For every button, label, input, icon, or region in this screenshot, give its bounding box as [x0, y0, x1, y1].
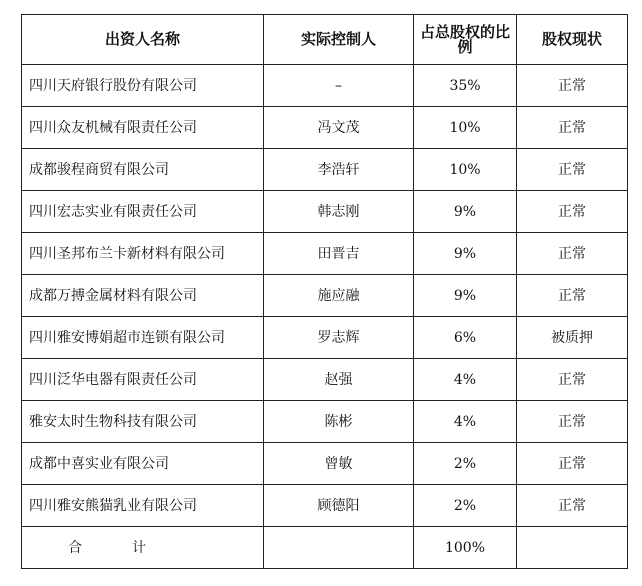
- investor-name: 雅安太时生物科技有限公司: [22, 401, 264, 443]
- header-investor-name: 出资人名称: [22, 15, 264, 65]
- table-row: [22, 149, 628, 191]
- share-ratio: 6%: [414, 317, 517, 359]
- actual-controller: 赵强: [264, 359, 414, 401]
- total-ratio: 100%: [414, 527, 517, 569]
- table-row: [22, 401, 628, 443]
- actual-controller: 冯文茂: [264, 107, 414, 149]
- shareholder-table: [21, 14, 628, 569]
- equity-status: 被质押: [517, 317, 628, 359]
- share-ratio: 2%: [414, 485, 517, 527]
- total-status: [517, 527, 628, 569]
- actual-controller: 施应融: [264, 275, 414, 317]
- equity-status: 正常: [517, 443, 628, 485]
- equity-status: 正常: [517, 65, 628, 107]
- actual-controller: 韩志刚: [264, 191, 414, 233]
- share-ratio: 10%: [414, 107, 517, 149]
- table-header-row: [22, 15, 628, 65]
- actual-controller: 田晋吉: [264, 233, 414, 275]
- investor-name: 四川天府银行股份有限公司: [22, 65, 264, 107]
- investor-name: 成都中喜实业有限公司: [22, 443, 264, 485]
- total-row: [22, 527, 628, 569]
- table-row: [22, 485, 628, 527]
- investor-name: 四川雅安博娟超市连锁有限公司: [22, 317, 264, 359]
- investor-name: 成都骏程商贸有限公司: [22, 149, 264, 191]
- equity-status: 正常: [517, 107, 628, 149]
- table-row: [22, 443, 628, 485]
- actual-controller: 陈彬: [264, 401, 414, 443]
- share-ratio: 9%: [414, 191, 517, 233]
- table-row: [22, 233, 628, 275]
- actual-controller: 曾敏: [264, 443, 414, 485]
- actual-controller: 顾德阳: [264, 485, 414, 527]
- equity-status: 正常: [517, 233, 628, 275]
- investor-name: 成都万搏金属材料有限公司: [22, 275, 264, 317]
- share-ratio: 4%: [414, 401, 517, 443]
- actual-controller: –: [264, 65, 414, 107]
- actual-controller: 李浩轩: [264, 149, 414, 191]
- table-row: [22, 191, 628, 233]
- equity-status: 正常: [517, 191, 628, 233]
- share-ratio: 10%: [414, 149, 517, 191]
- investor-name: 四川雅安熊猫乳业有限公司: [22, 485, 264, 527]
- investor-name: 四川泛华电器有限责任公司: [22, 359, 264, 401]
- share-ratio: 35%: [414, 65, 517, 107]
- header-share-ratio: 占总股权的比例: [414, 15, 517, 65]
- equity-status: 正常: [517, 149, 628, 191]
- table-row: [22, 107, 628, 149]
- equity-status: 正常: [517, 359, 628, 401]
- equity-status: 正常: [517, 485, 628, 527]
- total-label: [22, 527, 264, 569]
- investor-name: 四川圣邦布兰卡新材料有限公司: [22, 233, 264, 275]
- table-row: [22, 317, 628, 359]
- actual-controller: 罗志辉: [264, 317, 414, 359]
- table-row: [22, 275, 628, 317]
- share-ratio: 4%: [414, 359, 517, 401]
- share-ratio: 9%: [414, 275, 517, 317]
- header-actual-controller: 实际控制人: [264, 15, 414, 65]
- table-body: [22, 65, 628, 569]
- share-ratio: 2%: [414, 443, 517, 485]
- table-row: [22, 359, 628, 401]
- header-equity-status: 股权现状: [517, 15, 628, 65]
- total-label-part2: 计: [132, 539, 146, 556]
- share-ratio: 9%: [414, 233, 517, 275]
- investor-name: 四川众友机械有限责任公司: [22, 107, 264, 149]
- table-row: [22, 65, 628, 107]
- investor-name: 四川宏志实业有限责任公司: [22, 191, 264, 233]
- total-controller: [264, 527, 414, 569]
- equity-status: 正常: [517, 401, 628, 443]
- equity-status: 正常: [517, 275, 628, 317]
- total-label-part1: 合: [68, 539, 82, 556]
